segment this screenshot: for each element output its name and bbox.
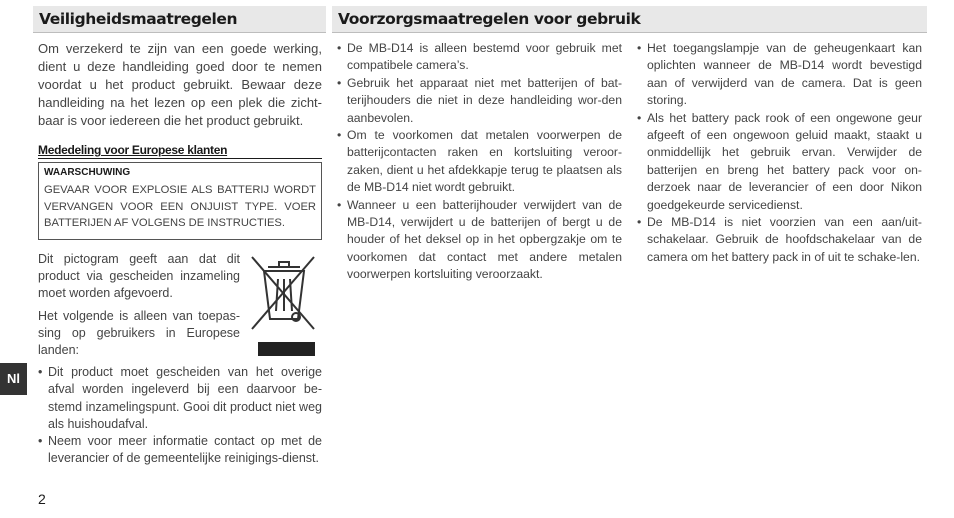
pictogram-description: Dit pictogram geeft aan dat dit product via gescheiden inzameling moet worden afgevoerd. — [38, 252, 240, 300]
precautions-list-col2 — [637, 40, 922, 266]
list-item: • Gebruik het apparaat niet met batterijen of bat-terijhouders die niet in deze handleiding wor-den aanbevolen. — [337, 75, 622, 125]
list-item: • De MB-D14 is niet voorzien van een aan/uit-schakelaar. Gebruik de hoofdschakelaar van de camera om het battery pack in of uit te schake-len. — [637, 215, 922, 264]
warning-title: WAARSCHUWING — [44, 167, 131, 178]
right-section-title: Voorzorgsmaatregelen voor gebruik — [338, 10, 641, 28]
list-item: • Neem voor meer informatie contact op met de leverancier of de gemeentelijke reinigings-dienst. — [38, 434, 322, 466]
european-notice-heading: Mededeling voor Europese klanten — [38, 143, 322, 159]
disposal-bullet-list — [38, 364, 322, 468]
left-section-title: Veiligheidsmaatregelen — [39, 10, 238, 28]
list-item: • Dit product moet gescheiden van het overige afval worden ingeleverd bij een daarvoor be-stemd inzamelingspunt. Gooi dit product niet weg als huishoudafval. — [38, 365, 322, 431]
precautions-list-col1 — [337, 40, 622, 284]
crossed-out-wheelie-bin-icon — [248, 253, 318, 358]
list-item: • Wanneer u een batterijhouder verwijdert van de MB-D14, verwijdert u de batterijen of bergt u de houder of het deksel op in het opbergzakje om te voorkomen dat contact met andere metalen voorwerpen kortsluiting veroorzaakt. — [337, 197, 622, 282]
warning-box — [38, 162, 322, 240]
left-section-header — [33, 6, 326, 33]
list-item: • Het toegangslampje van de geheugenkaart kan oplichten wanneer de MB-D14 wordt bevestigd aan of verwijderd van de camera. Dat is geen storing. — [637, 41, 922, 108]
intro-paragraph: Om verzekerd te zijn van een goede werking, dient u deze handleiding goed door te nemen voordat u het product gebruikt. Bewaar deze handleiding na het lezen op een plek die zicht-baar is voor iedereen die het product gebruikt. — [38, 41, 322, 128]
warning-body: GEVAAR VOOR EXPLOSIE ALS BATTERIJ WORDT VERVANGEN VOOR EEN ONJUIST TYPE. VOER BATTERIJEN AF VOLGENS DE INSTRUCTIES. — [44, 184, 316, 229]
right-section-header — [332, 6, 927, 33]
european-applicability: Het volgende is alleen van toepas-sing op gebruikers in Europese landen: — [38, 309, 240, 357]
list-item: • De MB-D14 is alleen bestemd voor gebruik met compatibele camera’s. — [337, 41, 622, 73]
list-item: • Om te voorkomen dat metalen voorwerpen de batterijcontacten raken en kortsluiting veroor-zaken, dient u het afdekkapje terug te plaatsen als de MB-D14 niet wordt gebruikt. — [337, 128, 622, 195]
language-tab: Nl — [0, 363, 27, 395]
page-number: 2 — [38, 491, 46, 507]
list-item: • Als het battery pack rook of een ongewone geur afgeeft of een ongewoon geluid maakt, staakt u onmiddellijk het gebruik ervan. Verwijder de batterijen en breng het battery pack voor on-derzoek naar de leverancier of een door Nikon goedgekeurde servicedienst. — [637, 110, 922, 212]
